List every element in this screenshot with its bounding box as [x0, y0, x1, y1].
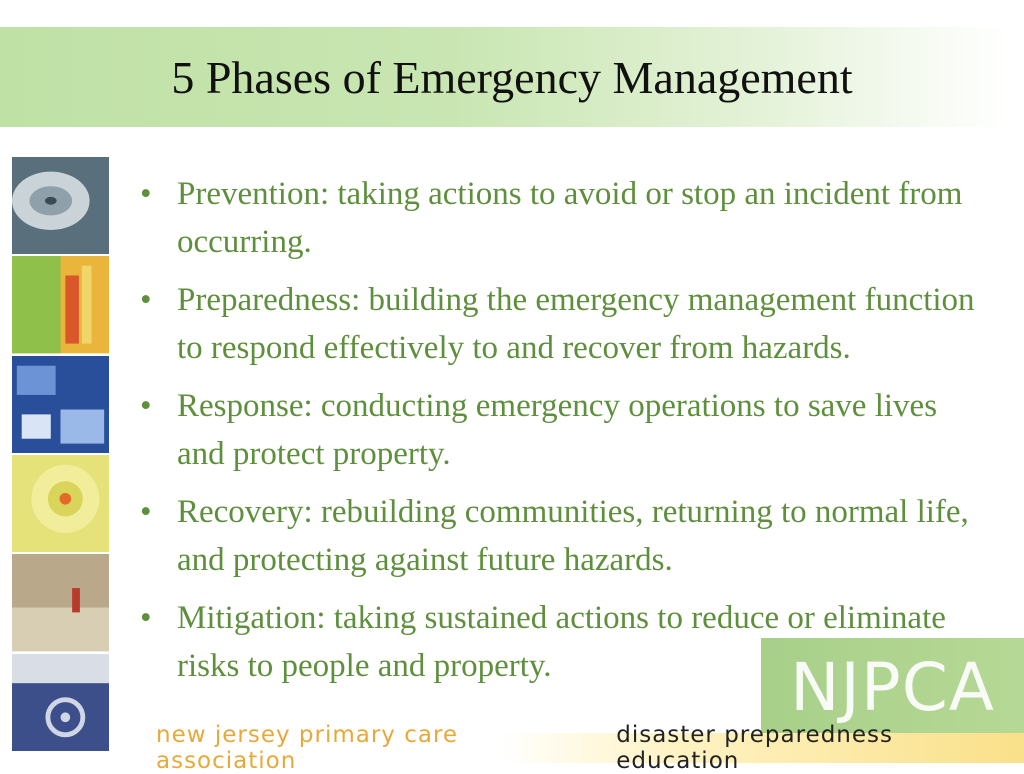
bullet-text: Response: conducting emergency operations to save lives and protect property. — [177, 388, 938, 472]
biohazard-image — [12, 654, 109, 753]
beach-image — [12, 554, 109, 653]
bullet-marker: • — [140, 600, 152, 636]
bullet-text: Mitigation: taking sustained actions to reduce or eliminate risks to people and property. — [177, 600, 946, 684]
list-item-recovery — [140, 488, 985, 584]
bullet-marker: • — [140, 494, 152, 530]
footer-banner — [150, 722, 1024, 774]
footer-program-name: disaster preparedness education — [616, 722, 893, 774]
hurricane-image — [12, 157, 109, 256]
bullet-marker: • — [140, 176, 152, 212]
photo-strip — [12, 157, 109, 753]
bullet-text: Recovery: rebuilding communities, returning to normal life, and protecting against future hazards. — [177, 494, 969, 578]
list-item-preparedness — [140, 276, 985, 372]
list-item-prevention — [140, 170, 985, 266]
control-room-image — [12, 356, 109, 455]
list-item-response — [140, 382, 985, 478]
bullet-text: Prevention: taking actions to avoid or stop an incident from occurring. — [177, 176, 963, 260]
slide-title: 5 Phases of Emergency Management — [171, 51, 853, 103]
radiation-target-image — [12, 455, 109, 554]
footer-org-name: new jersey primary care association — [156, 722, 459, 774]
bullet-marker: • — [140, 282, 152, 318]
phase-list — [140, 170, 985, 700]
bullet-text: Preparedness: building the emergency management function to respond effectively to and recover from hazards. — [177, 282, 975, 366]
bullet-marker: • — [140, 388, 152, 424]
logo-text: NJPCA — [790, 648, 995, 726]
lab-tubes-image — [12, 256, 109, 355]
